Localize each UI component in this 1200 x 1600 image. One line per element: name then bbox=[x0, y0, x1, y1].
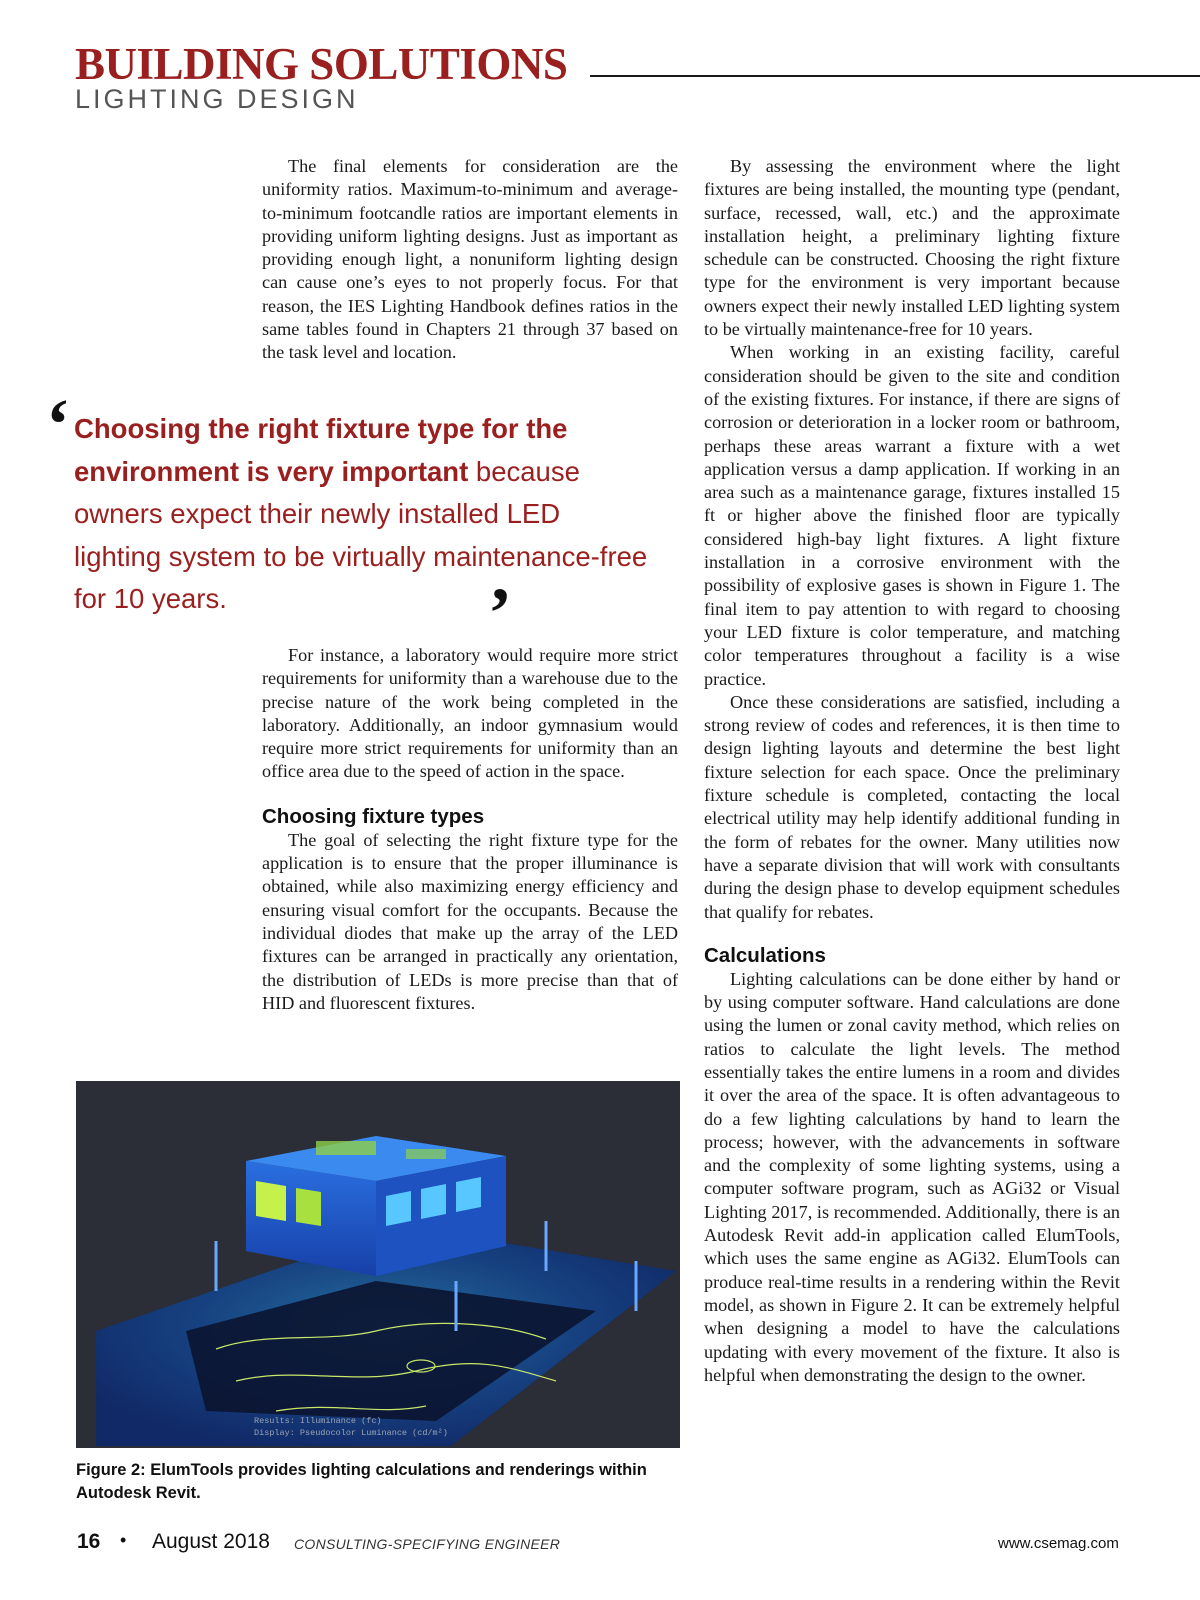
paragraph: The final elements for consideration are the uniformity ratios. Maximum-to-minimum and average-to-minimum footcandle ratios are important elements in providing uniform lighting designs. Just as important as providing enough light, a nonuniform lighting design can cause one’s eyes to not properly focus. For that reason, the IES Lighting Handbook defines ratios in the same tables found in Chapters 21 through 37 based on the task level and location. bbox=[262, 156, 678, 363]
close-quote-mark: ’ bbox=[488, 573, 512, 653]
publication-name: CONSULTING-SPECIFYING ENGINEER bbox=[294, 1536, 561, 1552]
section-subtitle: LIGHTING DESIGN bbox=[75, 84, 359, 114]
subheading-calculations: Calculations bbox=[704, 943, 826, 967]
figure-caption: Figure 2: ElumTools provides lighting calculations and renderings within Autodesk Revit. bbox=[76, 1461, 647, 1502]
pull-quote-bold: Choosing the right fixture type for the environment is very important bbox=[74, 413, 568, 487]
subheading-fixture-types: Choosing fixture types bbox=[262, 804, 485, 828]
paragraph: By assessing the environment where the light fixtures are being installed, the mounting type (pendant, surface, recessed, wall, etc.) and the approximate installation height, a preliminary lighting fixture schedule can be constructed. Choosing the right fixture type for the environment is very important because owners expect their newly installed LED lighting system to be virtually maintenance-free for 10 years. bbox=[704, 156, 1120, 340]
header-rule bbox=[590, 75, 1200, 77]
pull-quote-regular: because owners expect their newly installed LED lighting system to be virtually maintenance-free for 10 years. bbox=[74, 455, 648, 614]
issue-date: August 2018 bbox=[152, 1530, 270, 1553]
paragraph: The goal of selecting the right fixture type for the application is to ensure that the proper illuminance is obtained, while also maximizing energy efficiency and ensuring visual comfort for the occupants. Because the individual diodes that make up the array of the LED fixtures can be arranged in practically any orientation, the distribution of LEDs is more precise than that of HID and fluorescent fixtures. bbox=[262, 829, 678, 1013]
paragraph: Lighting calculations can be done either by hand or by using computer software. Hand calculations are done using the lumen or zonal cavity method, which relies on ratios to calculate the light levels. The method essentially takes the entire lumens in a room and divides it over the area of the space. It is often advantageous to do a few lighting calculations by hand to learn the process; however, with the advancements in software and the complexity of some lighting systems, using a computer software program, such as AGi32 or Visual Lighting 2017, is recommended. Additionally, there is an Autodesk Revit add-in application called ElumTools, which uses the same engine as AGi32. ElumTools can produce real-time results in a rendering within the Revit model, as shown in Figure 2. It can be extremely helpful when designing a model to have the calculations updating with every movement of the fixture. It also is helpful when demonstrating the design to the owner. bbox=[704, 968, 1120, 1385]
figure-rendering bbox=[76, 1081, 680, 1448]
column-left-top bbox=[262, 155, 678, 365]
open-quote-mark: ‘ bbox=[46, 384, 70, 464]
page-number: 16 bbox=[77, 1530, 101, 1553]
paragraph: For instance, a laboratory would require more strict requirements for uniformity than a warehouse due to the precise nature of the work being completed in the laboratory. Additionally, an indoor gymnasium would require more strict requirements for uniformity than an office area due to the speed of action in the space. bbox=[262, 645, 678, 782]
paragraph: Once these considerations are satisfied, including a strong review of codes and references, it is then time to design lighting layouts and determine the best light fixture selection for each space. Once the preliminary fixture schedule is completed, contacting the local electrical utility may help identify additional funding in the form of rebates for the owner. Many utilities now have a separate division that will work with consultants during the design phase to develop equipment schedules that qualify for rebates. bbox=[704, 691, 1120, 922]
footer-bullet: • bbox=[120, 1530, 127, 1550]
lighting-render-image bbox=[76, 1081, 680, 1448]
paragraph: When working in an existing facility, careful consideration should be given to the site and condition of the existing fixtures. For instance, if there are signs of corrosion or deterioration in a locker room or bathroom, perhaps these areas warrant a fixture with a wet application versus a damp application. If working in an area such as a maintenance garage, fixtures installed 15 ft or higher above the finished floor are typically considered high-bay light fixtures. A light fixture installation in a corrosive environment with the possibility of explosive gases is shown in Figure 1. The final item to pay attention to with regard to choosing your LED fixture is color temperature, and matching color temperatures throughout a facility is a wise practice. bbox=[704, 342, 1120, 689]
website-url: www.csemag.com bbox=[998, 1535, 1119, 1552]
overlay-display-text: Display: Pseudocolor Luminance (cd/m²) bbox=[254, 1428, 448, 1438]
section-title: BUILDING SOLUTIONS bbox=[75, 39, 568, 89]
overlay-results-text: Results: Illuminance (fc) bbox=[254, 1416, 382, 1426]
column-right bbox=[704, 155, 1120, 1387]
column-left-bottom bbox=[262, 644, 678, 1015]
pull-quote bbox=[74, 408, 654, 621]
